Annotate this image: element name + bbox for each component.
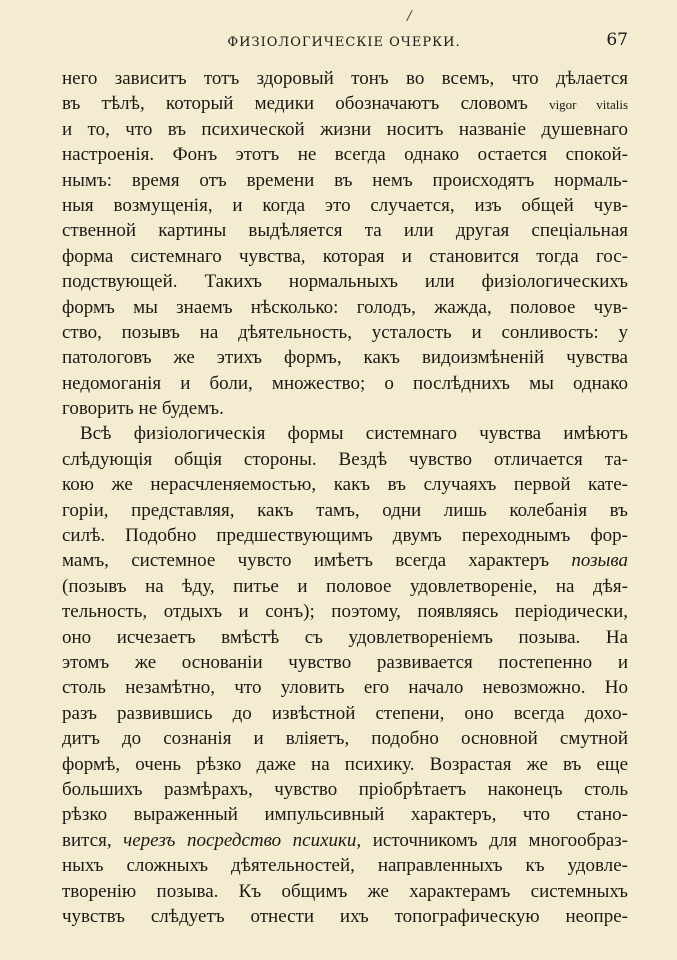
text-line: дитъ до сознанія и вліяетъ, подобно основной смутной: [62, 728, 628, 750]
text-line: настроенія. Фонъ этотъ не всегда однако остается спокой-: [62, 144, 628, 166]
text-line: формѣ, очень рѣзко даже на психику. Возрастая же въ еще: [62, 753, 628, 775]
latin-term: vigor vitalis: [549, 97, 628, 113]
text-line: него зависитъ тотъ здоровый тонъ во всемъ, что дѣлается: [62, 68, 628, 89]
text-line: ныхъ сложныхъ дѣятельностей, направленныхъ къ удовле-: [62, 855, 628, 877]
page-number: 67: [606, 30, 628, 50]
text-line: разъ развившись до извѣстной степени, оно всегда дохо-: [62, 702, 628, 724]
text-line: горіи, представляя, какъ тамъ, одни лишь колебанія въ: [62, 499, 628, 521]
running-title: ФИЗІОЛОГИЧЕСКІЕ ОЧЕРКИ.: [227, 35, 461, 50]
text-line: вится, черезъ посредство психики, источникомъ для многообраз-: [62, 829, 628, 851]
text-line: подствующей. Такихъ нормальныхъ или физіологическихъ: [62, 271, 628, 293]
text-line: оно исчезаетъ вмѣстѣ съ удовлетвореніемъ позыва. На: [62, 626, 628, 648]
text-line: кою же нерасчленяемостью, какъ въ случаяхъ первой кате-: [62, 474, 628, 496]
text-line: ство, позывъ на дѣятельность, усталость и сонливость: у: [62, 321, 628, 343]
page-header: [60, 30, 628, 54]
text-line: слѣдующія общія стороны. Вездѣ чувство отличается та-: [62, 448, 628, 470]
text-line: творенію позыва. Къ общимъ же характерамъ системныхъ: [62, 880, 628, 902]
text-line: мамъ, системное чувсто имѣетъ всегда характеръ позыва: [62, 550, 628, 572]
text-line: говорить не будемъ.: [62, 398, 224, 420]
text-line: большихъ размѣрахъ, чувство пріобрѣтаетъ наконецъ столь: [62, 778, 628, 800]
text-line: силѣ. Подобно предшествующимъ двумъ переходнымъ фор-: [62, 525, 628, 547]
text-line: (позывъ на ѣду, питье и половое удовлетвореніе, на дѣя-: [62, 575, 628, 597]
text-line: ственной картины выдѣляется та или другая спеціальная: [62, 220, 628, 242]
text-line: тельность, отдыхъ и сонъ); поэтому, появляясь періодически,: [62, 601, 628, 623]
text-line: недомоганія и боли, множество; о послѣднихъ мы однако: [62, 372, 628, 394]
paragraph-start: Всѣ физіологическія формы системнаго чувства имѣютъ: [80, 423, 628, 445]
text-line: ныя возмущенія, и когда это случается, изъ общей чув-: [62, 194, 628, 216]
text-line: этомъ же основаніи чувство развивается постепенно и: [62, 651, 628, 673]
text-line: формъ мы знаемъ нѣсколько: голодъ, жажда, половое чув-: [62, 296, 628, 318]
text-line: и то, что въ психической жизни носитъ названіе душевнаго: [62, 118, 628, 140]
text-line: въ тѣлѣ, который медики обозначаютъ словомъ vigor vitalis: [62, 93, 628, 115]
text-line: чувствъ слѣдуетъ отнести ихъ топографическую неопре-: [62, 905, 628, 927]
margin-pencil-mark: /: [405, 7, 414, 25]
text-line: столь незамѣтно, что уловить его начало невозможно. Но: [62, 677, 628, 699]
italic-phrase: черезъ посредство психики,: [123, 829, 362, 851]
text-line: форма системнаго чувства, которая и становится тогда гос-: [62, 245, 628, 267]
text-line: нымъ: время отъ времени въ немъ происходятъ нормаль-: [62, 169, 628, 191]
italic-term: позыва: [571, 550, 628, 572]
text-line: рѣзко выраженный импульсивный характеръ, что стано-: [62, 804, 628, 826]
body-text: [62, 66, 628, 929]
text-line: патологовъ же этихъ формъ, какъ видоизмѣненій чувства: [62, 347, 628, 369]
